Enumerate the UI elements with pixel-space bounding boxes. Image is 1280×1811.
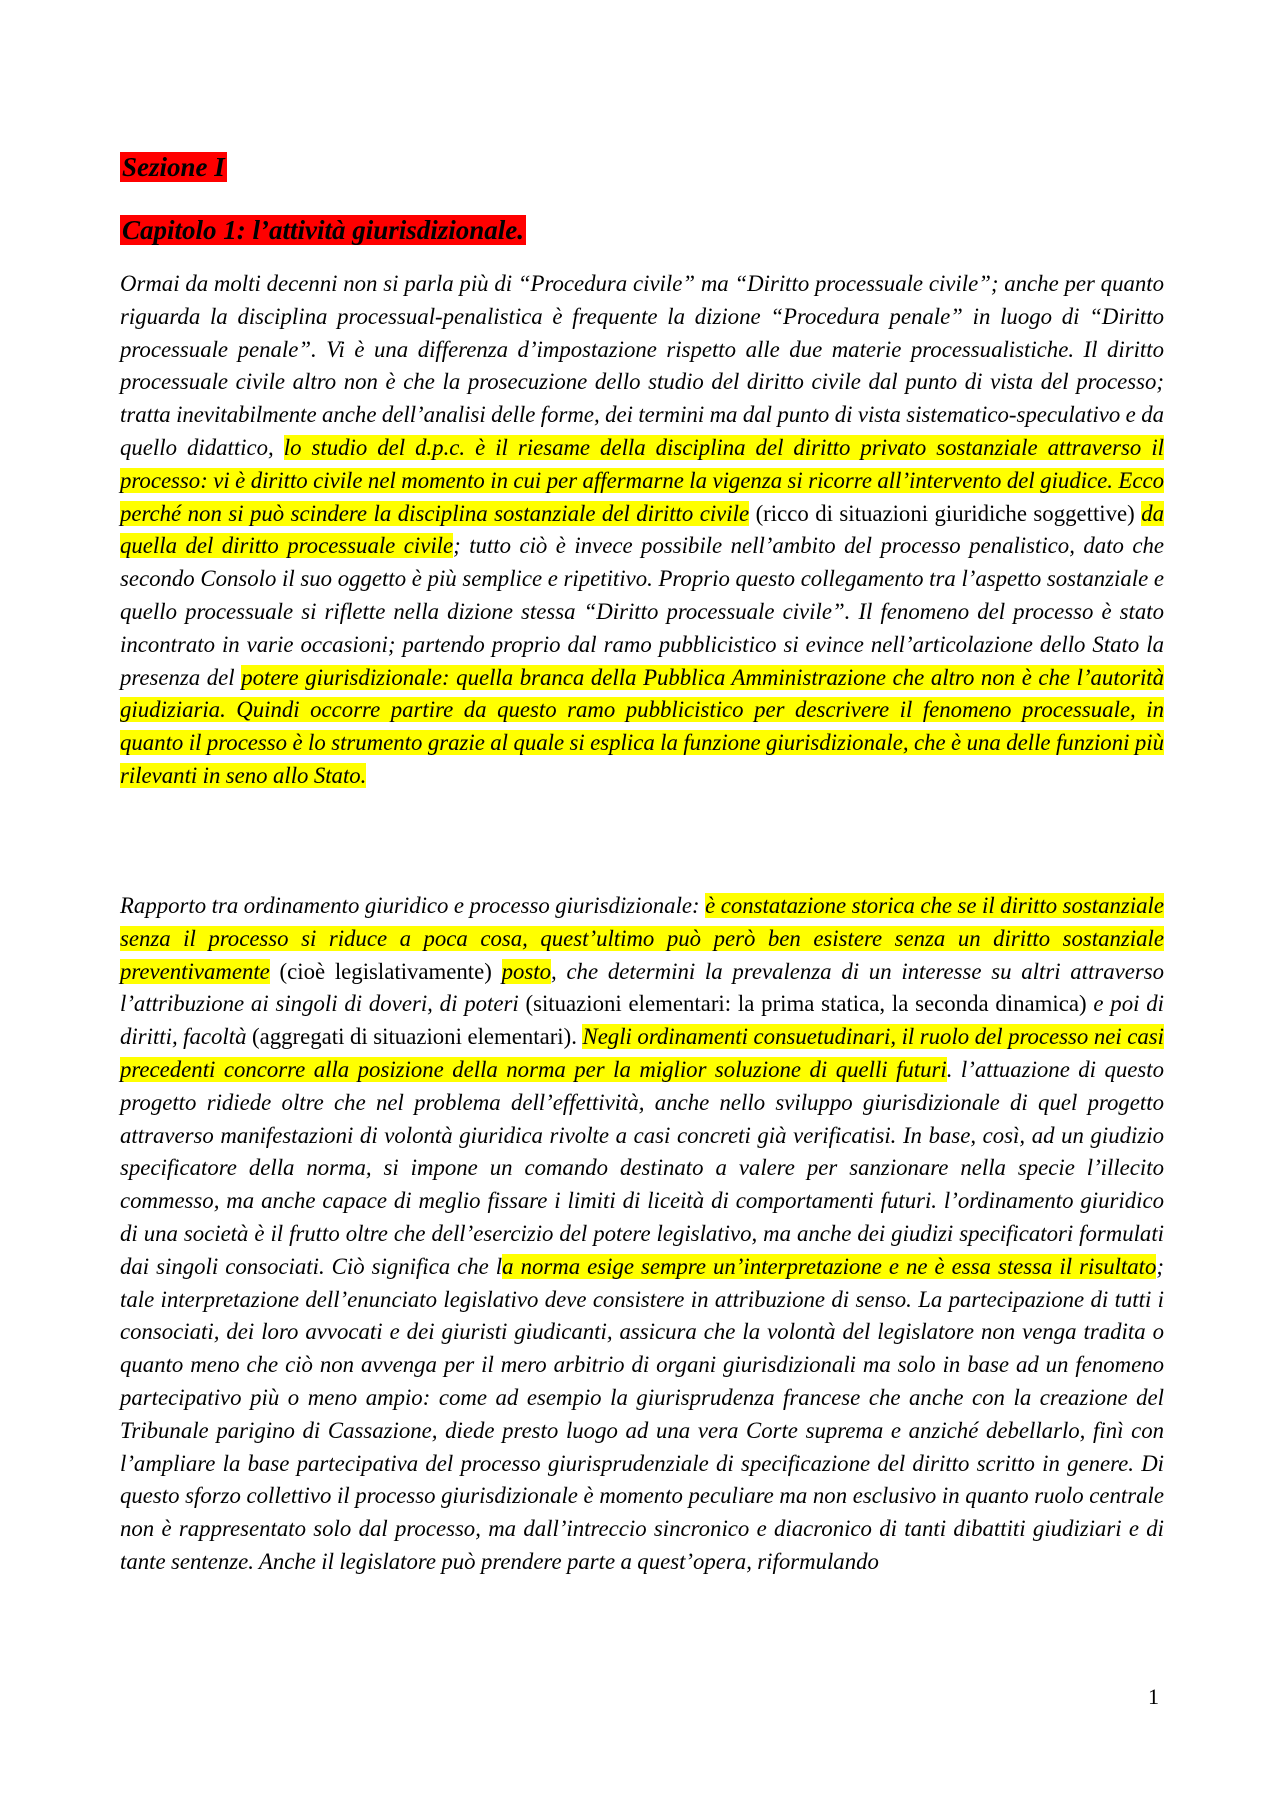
highlight-span: a norma esige sempre un’interpretazione e ne è essa stessa il risultato: [502, 1253, 1157, 1279]
highlight-span: Negli ordinamenti consuetudinari, il ruolo del processo nei casi precedenti concorre alla posizione della norma per la miglior soluzione di quelli futuri: [120, 1024, 1164, 1082]
page-number: 1: [1148, 1684, 1159, 1709]
paragraph-2-text: (cioè legislativamente): [279, 958, 492, 984]
paragraph-2-text: . l’attuazione di questo progetto ridiede oltre che nel problema dell’effettività, anche nello sviluppo giurisdizionale di quel progetto attraverso manifestazioni di volontà giuridica rivolte a casi concreti già verificatisi. In base, così, ad un giudizio specificatore della norma, si impone un comando destinato a valere per sanzionare nella specie l’illecito commesso, ma anche capace di meglio fissare i limiti di liceità di comportamenti futuri. l’ordinamento giuridico di una società è il frutto oltre che dell’esercizio del potere legislativo, ma anche dei giudizi specificatori formulati dai singoli consociati. Ciò significa che l: [120, 1056, 1164, 1279]
paragraph-2-text: ; tale interpretazione dell’enunciato legislativo deve consistere in attribuzione di senso. La partecipazione di tutti i consociati, dei loro avvocati e dei giuristi giudicanti, assicura che la volontà del legislatore non venga tradita o quanto meno che ciò non avvenga per il mero arbitrio di organi giurisdizionali ma solo in base ad un fenomeno partecipativo più o meno ampio: come ad esempio la giurisprudenza francese che anche con la creazione del Tribunale parigino di Cassazione, diede presto luogo ad una vera Corte suprema e anziché debellarlo, finì con l’ampliare la base partecipativa del processo giurisprudenziale di specificazione del diritto scritto in genere. Di questo sforzo collettivo il processo giurisdizionale è momento peculiare ma non esclusivo in quanto ruolo centrale non è rappresentato solo dal processo, ma dall’intreccio sincronico e diacronico di tanti dibattiti giudiziari e di tante sentenze. Anche il legislatore può prendere parte a quest’opera, riformulando: [120, 1253, 1164, 1574]
paragraph-1: [120, 268, 1164, 793]
paragraph-2-text: e poi di diritti, facoltà: [120, 991, 1164, 1050]
paragraph-2-text: , che determini la prevalenza di un interesse su altri attraverso l’attribuzione ai singoli di doveri, di poteri: [120, 958, 1164, 1017]
highlight-span: lo studio del d.p.c. è il riesame della disciplina del diritto privato sostanziale attraverso il processo: vi è diritto civile nel momento in cui per affermarne la vigenza si ricorre all’intervento del giudice. Ecco perché non si può scindere la disciplina sostanziale del diritto civile: [120, 434, 1164, 526]
paragraph-2-text: Rapporto tra ordinamento giuridico e processo giurisdizionale:: [120, 893, 700, 918]
highlight-span: potere giurisdizionale: quella branca della Pubblica Amministrazione che altro non è che l’autorità giudiziaria. Quindi occorre partire da questo ramo pubblicistico per descrivere il fenomeno processuale, in quanto il processo è lo strumento grazie al quale si esplica la funzione giurisdizionale, che è una delle funzioni più rilevanti in seno allo Stato.: [120, 664, 1165, 788]
paragraph-2-text: (aggregati di situazioni elementari).: [252, 1024, 577, 1050]
chapter-heading: [120, 213, 526, 247]
highlight-span: è constatazione storica che se il diritto sostanziale senza il processo si riduce a poca cosa, quest’ultimo può però ben esistere senza un diritto sostanziale preventivamente: [120, 893, 1164, 984]
section-heading: [120, 150, 227, 184]
paragraph-1-text: ; tutto ciò è invece possibile nell’ambito del processo penalistico, dato che secondo Consolo il suo oggetto è più semplice e ripetitivo. Proprio questo collegamento tra l’aspetto sostanziale e quello processuale si riflette nella dizione stessa “Diritto processuale civile”. Il fenomeno del processo è stato incontrato in varie occasioni; partendo proprio dal ramo pubblicistico si evince nell’articolazione dello Stato la presenza del: [120, 533, 1164, 690]
highlight-span: da quella del diritto processuale civile: [120, 500, 1164, 559]
section-heading-text: Sezione I: [122, 152, 225, 182]
highlight-span: posto: [501, 958, 551, 984]
chapter-heading-text: Capitolo 1: l’attività giurisdizionale.: [122, 215, 525, 245]
paragraph-1-text: (ricco di situazioni giuridiche soggettive): [755, 500, 1135, 526]
paragraph-2-text: (situazioni elementari: la prima statica, la seconda dinamica): [525, 991, 1087, 1017]
paragraph-1-text: Ormai da molti decenni non si parla più di “Procedura civile” ma “Diritto processuale civile”; anche per quanto riguarda la disciplina processual-penalistica è frequente la dizione “Procedura penale” in luogo di “Diritto processuale penale”. Vi è una differenza d’impostazione rispetto alle due materie processualistiche. Il diritto processuale civile altro non è che la prosecuzione dello studio del diritto civile dal punto di vista del processo; tratta inevitabilmente anche dell’analisi delle forme, dei termini ma dal punto di vista sistematico-speculativo e da quello didattico,: [120, 271, 1164, 460]
paragraph-2: [120, 890, 1164, 1579]
